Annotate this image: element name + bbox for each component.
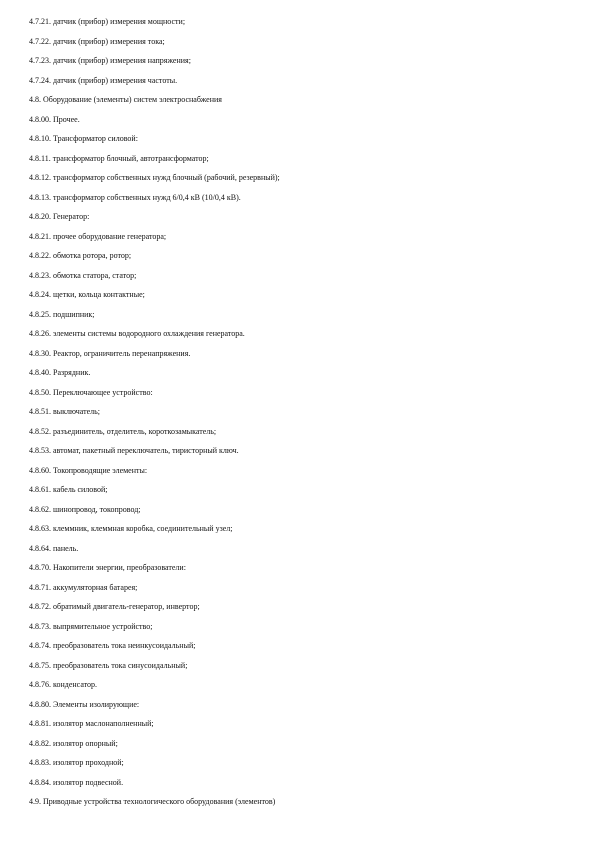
list-item: 4.8.83. изолятор проходной;	[29, 758, 124, 767]
list-item: 4.8.82. изолятор опорный;	[29, 738, 118, 748]
list-item: 4.8.73. выпрямительное устройство;	[29, 621, 153, 631]
list-item: 4.7.21. датчик (прибор) измерения мощности;	[29, 17, 186, 26]
list-item: 4.8.64. панель.	[29, 543, 79, 553]
list-item: 4.7.22. датчик (прибор) измерения тока;	[29, 36, 165, 46]
list-item: 4.8.63. клеммник, клеммная коробка, соединительный узел;	[29, 524, 233, 533]
list-item: 4.8.74. преобразователь тока неинкусоидальный;	[29, 641, 196, 650]
list-item: 4.8.20. Генератор:	[29, 212, 90, 221]
section-heading: 4.8. Оборудование (элементы) систем электроснабжения	[29, 95, 222, 104]
list-item: 4.8.60. Токопроводящие элементы:	[29, 465, 148, 475]
list-item: 4.8.26. элементы системы водородного охлаждения генератора.	[29, 329, 245, 338]
classification-list	[29, 15, 569, 815]
list-item: 4.8.21. прочее оборудование генератора;	[29, 231, 167, 241]
list-item: 4.8.51. выключатель;	[29, 407, 100, 416]
list-item: 4.8.76. конденсатор.	[29, 680, 98, 689]
list-item: 4.8.11. трансформатор блочный, автотрансформатор;	[29, 153, 209, 163]
list-item: 4.8.50. Переключающее устройство:	[29, 387, 153, 397]
list-item: 4.8.40. Разрядник.	[29, 368, 91, 377]
list-item: 4.8.13. трансформатор собственных нужд 6/0,4 кВ (10/0,4 кВ).	[29, 192, 241, 202]
list-item: 4.8.84. изолятор подвесной.	[29, 777, 124, 787]
list-item: 4.8.81. изолятор маслонаполненный;	[29, 719, 154, 728]
list-item: 4.8.62. шинопровод, токопровод;	[29, 504, 141, 514]
section-heading: 4.9. Приводные устройства технологического оборудования (элементов)	[29, 797, 276, 806]
list-item: 4.8.71. аккумуляторная батарея;	[29, 582, 138, 592]
list-item: 4.8.00. Прочее.	[29, 114, 80, 124]
list-item: 4.8.53. автомат, пакетный переключатель, тиристорный ключ.	[29, 446, 239, 455]
list-item: 4.8.12. трансформатор собственных нужд блочный (рабочий, резервный);	[29, 173, 280, 182]
list-item: 4.8.30. Реактор, ограничитель перенапряжения.	[29, 348, 191, 358]
list-item: 4.7.23. датчик (прибор) измерения напряжения;	[29, 56, 191, 65]
list-item: 4.8.23. обмотка статора, статор;	[29, 270, 137, 280]
list-item: 4.8.75. преобразователь тока синусоидальный;	[29, 660, 188, 670]
list-item: 4.8.10. Трансформатор силовой:	[29, 134, 138, 143]
list-item: 4.8.22. обмотка ротора, ротор;	[29, 251, 132, 260]
list-item: 4.8.25. подшипник;	[29, 309, 95, 319]
list-item: 4.8.72. обратимый двигатель-генератор, инвертор;	[29, 602, 200, 611]
list-item: 4.8.52. разъединитель, отделитель, короткозамыкатель;	[29, 426, 217, 436]
list-item: 4.8.70. Накопители энергии, преобразователи:	[29, 563, 186, 572]
list-item: 4.8.61. кабель силовой;	[29, 485, 108, 494]
list-item: 4.8.24. щетки, кольца контактные;	[29, 290, 145, 299]
list-item: 4.8.80. Элементы изолирующие:	[29, 699, 140, 709]
list-item: 4.7.24. датчик (прибор) измерения частоты.	[29, 75, 178, 85]
